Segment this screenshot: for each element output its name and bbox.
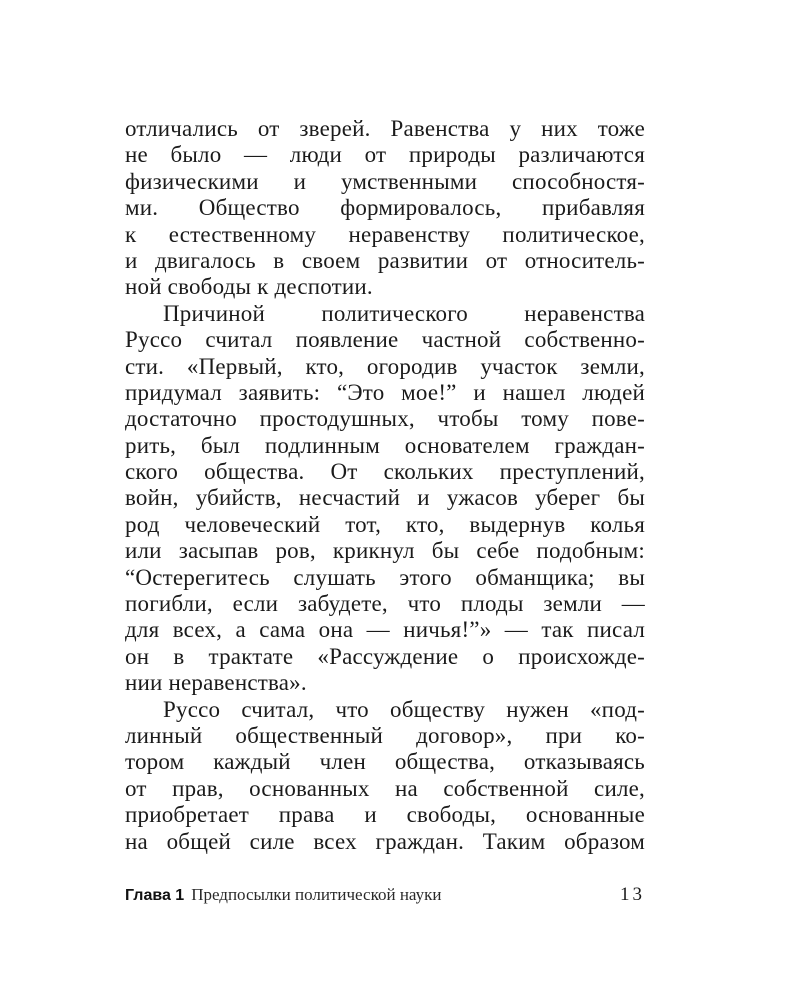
text-line: линный общественный договор», при ко-: [125, 722, 645, 748]
text-line: нии неравенства».: [125, 670, 307, 696]
text-line: Причиной политического неравенства: [163, 300, 645, 326]
text-line: и двигалось в своем развитии от относитель-: [125, 247, 645, 273]
text-line: или засыпав ров, крикнул бы себе подобным:: [125, 538, 645, 564]
page-footer: [125, 884, 645, 906]
text-line: ной свободы к деспотии.: [125, 274, 373, 300]
text-line: погибли, если забудете, что плоды земли —: [125, 591, 645, 617]
running-head: [125, 885, 441, 905]
text-line: ского общества. От скольких преступлений,: [125, 459, 645, 485]
text-line: рить, был подлинным основателем граждан-: [125, 432, 645, 458]
chapter-label: Глава 1: [125, 887, 185, 904]
text-line: Руссо считал, что обществу нужен «под-: [163, 696, 645, 722]
text-line: он в трактате «Рассуждение о происхожде-: [125, 643, 645, 669]
text-line: к естественному неравенству политическое,: [125, 221, 645, 247]
text-line: сти. «Первый, кто, огородив участок земли,: [125, 353, 645, 379]
text-line: физическими и умственными способностя-: [125, 168, 645, 194]
page-number: 13: [620, 884, 645, 905]
text-line: войн, убийств, несчастий и ужасов уберег бы: [125, 485, 645, 511]
text-line: для всех, а сама она — ничья!”» — так писал: [125, 617, 645, 643]
text-line: не было — люди от природы различаются: [125, 142, 645, 168]
text-block: [125, 116, 645, 855]
text-line: от прав, основанных на собственной силе,: [125, 775, 645, 801]
text-line: достаточно простодушных, чтобы тому пове-: [125, 406, 645, 432]
text-line: отличались от зверей. Равенства у них тоже: [125, 116, 645, 141]
text-line: ми. Общество формировалось, прибавляя: [125, 195, 645, 221]
text-line: придумал заявить: “Это мое!” и нашел людей: [125, 379, 645, 405]
chapter-title: Предпосылки политической науки: [191, 885, 442, 904]
text-line: род человеческий тот, кто, выдернув колья: [125, 511, 645, 537]
text-line: “Остерегитесь слушать этого обманщика; вы: [125, 564, 645, 590]
text-line: на общей силе всех граждан. Таким образом: [125, 828, 645, 854]
text-line: приобретает права и свободы, основанные: [125, 802, 645, 828]
text-line: Руссо считал появление частной собственно-: [125, 327, 645, 353]
text-line: тором каждый член общества, отказываясь: [125, 749, 645, 775]
